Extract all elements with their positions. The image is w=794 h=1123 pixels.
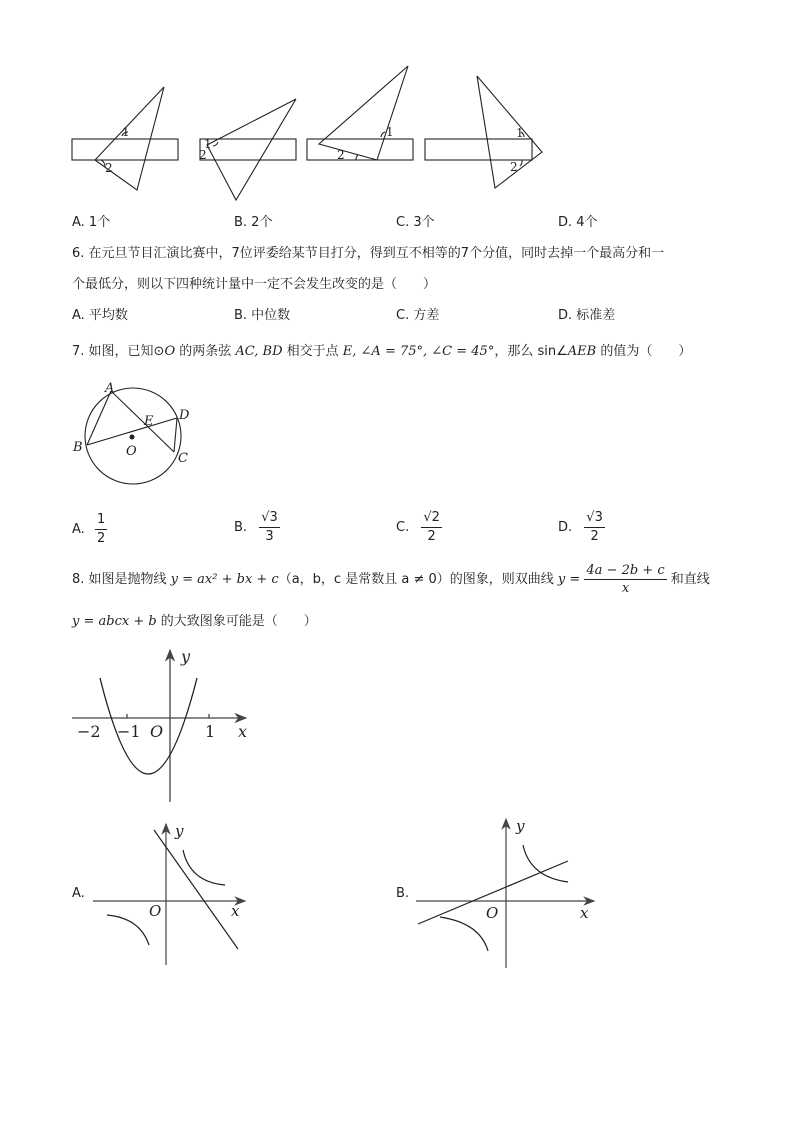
q5-option-a[interactable]: A. 1个 (72, 215, 111, 230)
q7-stem: 7. 如图，已知⊙O 的两条弦 AC, BD 相交于点 E, ∠A = 75°, ∠C = 45°，那么 sin∠AEB 的值为（ ） (72, 344, 692, 359)
q6-stem-line1: 6. 在元旦节目汇演比赛中，7位评委给某节目打分，得到互不相等的7个分值，同时去掉一个最高分和一 (72, 246, 665, 261)
q7-chord-ab (87, 391, 111, 445)
q8-parabola-graph (0, 640, 300, 810)
q5-option-d[interactable]: D. 4个 (558, 215, 598, 230)
q8-a-origin: O (149, 902, 162, 920)
q5-a-label-1: 1 (122, 125, 130, 139)
q7-label-c: C (178, 451, 188, 466)
q7-option-c[interactable]: C. $\frac{√2}{2}$ (396, 510, 440, 544)
q8-b-origin: O (486, 904, 499, 922)
q7-chord-bd (87, 418, 177, 445)
q6-option-b[interactable]: B. 中位数 (234, 308, 291, 323)
q8-a-x-label: x (231, 902, 240, 920)
q5-figure-b (200, 99, 296, 200)
q7-label-b: B (73, 440, 83, 455)
q7-label-e: E (144, 414, 154, 429)
q8-main-x-label: x (238, 722, 248, 741)
q8-option-b[interactable]: B. (396, 886, 410, 901)
q7-circle-figure (66, 376, 206, 496)
q6-stem-line2: 个最低分，则以下四种统计量中一定不会发生改变的是（ ） (72, 277, 437, 292)
q5-figure-c (307, 66, 413, 160)
q6-option-c[interactable]: C. 方差 (396, 308, 440, 323)
q7-label-d: D (179, 408, 190, 423)
q5-figures (0, 0, 794, 210)
q7-label-o: O (126, 444, 137, 459)
q7-option-a[interactable]: A. $\frac{1}{2}$ (72, 512, 106, 546)
q8-option-a-graph[interactable] (85, 820, 255, 970)
q5-figure-d (425, 76, 542, 188)
q5-option-c[interactable]: C. 3个 (396, 215, 435, 230)
q8-a-line (154, 830, 238, 949)
q7-option-d[interactable]: D. $\frac{√3}{2}$ (558, 510, 603, 544)
q6-option-a[interactable]: A. 平均数 (72, 308, 128, 323)
q8-main-y-label: y (181, 647, 191, 666)
q5-b-label-2: 2 (199, 148, 207, 162)
q8-option-b-graph[interactable] (410, 815, 600, 975)
q8-tick-neg2: −2 (77, 722, 101, 741)
q5-c-label-2: 2 (337, 148, 345, 162)
q8-option-a[interactable]: A. (72, 886, 85, 901)
q7-option-b[interactable]: B. $\frac{√3}{3}$ (234, 510, 278, 544)
q6-option-d[interactable]: D. 标准差 (558, 308, 616, 323)
q7-label-a: A (105, 381, 115, 396)
q5-d-label-1: 1 (516, 126, 524, 140)
q8-stem-line2: y = abcx + b 的大致图象可能是（ ） (72, 614, 317, 629)
q8-a-hyperbola-lower (107, 915, 149, 945)
q8-parabola-curve (100, 678, 197, 774)
q5-c-label-1: 1 (386, 125, 394, 139)
q8-b-x-label: x (580, 904, 589, 922)
q5-d-label-2: 2 (510, 160, 518, 174)
q8-b-y-label: y (516, 817, 525, 835)
q8-tick-1: 1 (205, 722, 216, 741)
q8-main-origin: O (150, 722, 164, 741)
q5-b-label-1: 1 (204, 137, 212, 151)
q7-chord-dc (174, 418, 177, 452)
q8-b-hyperbola-lower (440, 917, 488, 951)
q5-option-b[interactable]: B. 2个 (234, 215, 273, 230)
q8-a-y-label: y (175, 822, 184, 840)
q7-center-dot (130, 435, 135, 440)
q5-a-label-2: 2 (105, 161, 113, 175)
q8-tick-neg1: −1 (117, 722, 141, 741)
q8-stem-line1: 8. 如图是抛物线 y = ax² + bx + c（a，b，c 是常数且 a ≠ 0）的图象，则双曲线 y = $\frac{4a - 2b + c}{x}$ 和直线 (72, 563, 710, 596)
